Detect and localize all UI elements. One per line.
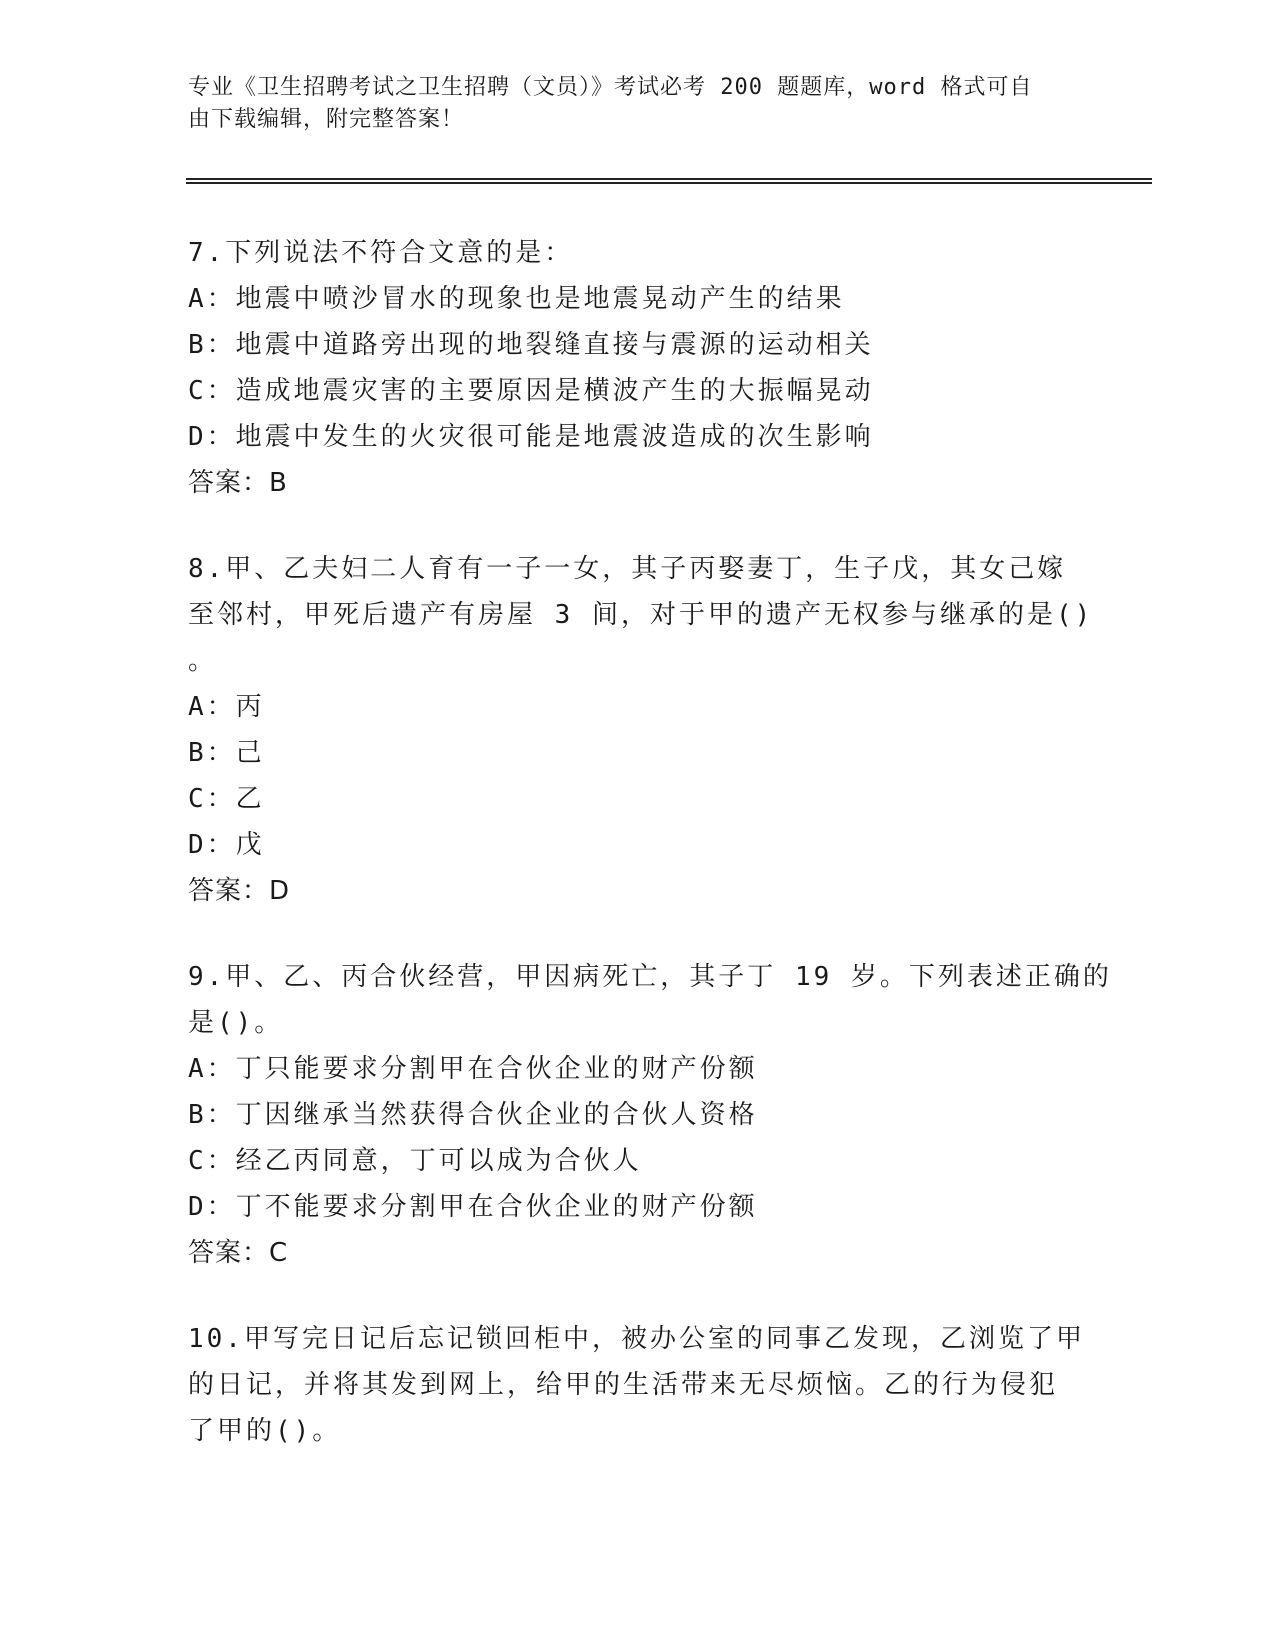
header-line-1: 专业《卫生招聘考试之卫生招聘（文员）》考试必考 200 题题库，word 格式可自 [188, 75, 1033, 100]
answer-key: 答案：D [188, 876, 291, 906]
question-item [188, 230, 1088, 506]
question-stem-line: 7.下列说法不符合文意的是： [188, 238, 574, 268]
question-stem-line: 的日记，并将其发到网上，给甲的生活带来无尽烦恼。乙的行为侵犯 [188, 1370, 1059, 1400]
header-divider-top [186, 178, 1152, 180]
answer-option: A：丁只能要求分割甲在合伙企业的财产份额 [188, 1054, 758, 1084]
question-item [188, 954, 1112, 1276]
answer-option: B：己 [188, 738, 265, 768]
question-item [188, 546, 1094, 914]
question-stem-line: 9.甲、乙、丙合伙经营，甲因病死亡，其子丁 19 岁。下列表述正确的 [188, 962, 1112, 992]
answer-key: 答案：B [188, 468, 288, 498]
question-stem-line: 是()。 [188, 1008, 284, 1038]
document-header [188, 72, 1068, 136]
question-item [188, 1316, 1088, 1454]
answer-option: D：丁不能要求分割甲在合伙企业的财产份额 [188, 1192, 758, 1222]
answer-option: A：丙 [188, 692, 265, 722]
header-line-2: 由下载编辑，附完整答案！ [188, 107, 465, 132]
question-stem-line: 8.甲、乙夫妇二人育有一子一女，其子丙娶妻丁，生子戊，其女己嫁 [188, 554, 1067, 584]
question-stem-line: 。 [188, 646, 218, 676]
answer-option: A：地震中喷沙冒水的现象也是地震晃动产生的结果 [188, 284, 845, 314]
answer-option: D：戊 [188, 830, 265, 860]
answer-option: B：丁因继承当然获得合伙企业的合伙人资格 [188, 1100, 758, 1130]
answer-option: B：地震中道路旁出现的地裂缝直接与震源的运动相关 [188, 330, 874, 360]
answer-option: C：造成地震灾害的主要原因是横波产生的大振幅晃动 [188, 376, 874, 406]
answer-option: D：地震中发生的火灾很可能是地震波造成的次生影响 [188, 422, 874, 452]
question-stem-line: 至邻村，甲死后遗产有房屋 3 间，对于甲的遗产无权参与继承的是() [188, 600, 1094, 630]
answer-option: C：乙 [188, 784, 265, 814]
answer-key: 答案：C [188, 1238, 289, 1268]
answer-option: C：经乙丙同意，丁可以成为合伙人 [188, 1146, 642, 1176]
question-stem-line: 10.甲写完日记后忘记锁回柜中，被办公室的同事乙发现，乙浏览了甲 [188, 1324, 1085, 1354]
question-list [188, 230, 1112, 1494]
question-stem-line: 了甲的()。 [188, 1416, 342, 1446]
header-divider-bottom [186, 182, 1152, 184]
